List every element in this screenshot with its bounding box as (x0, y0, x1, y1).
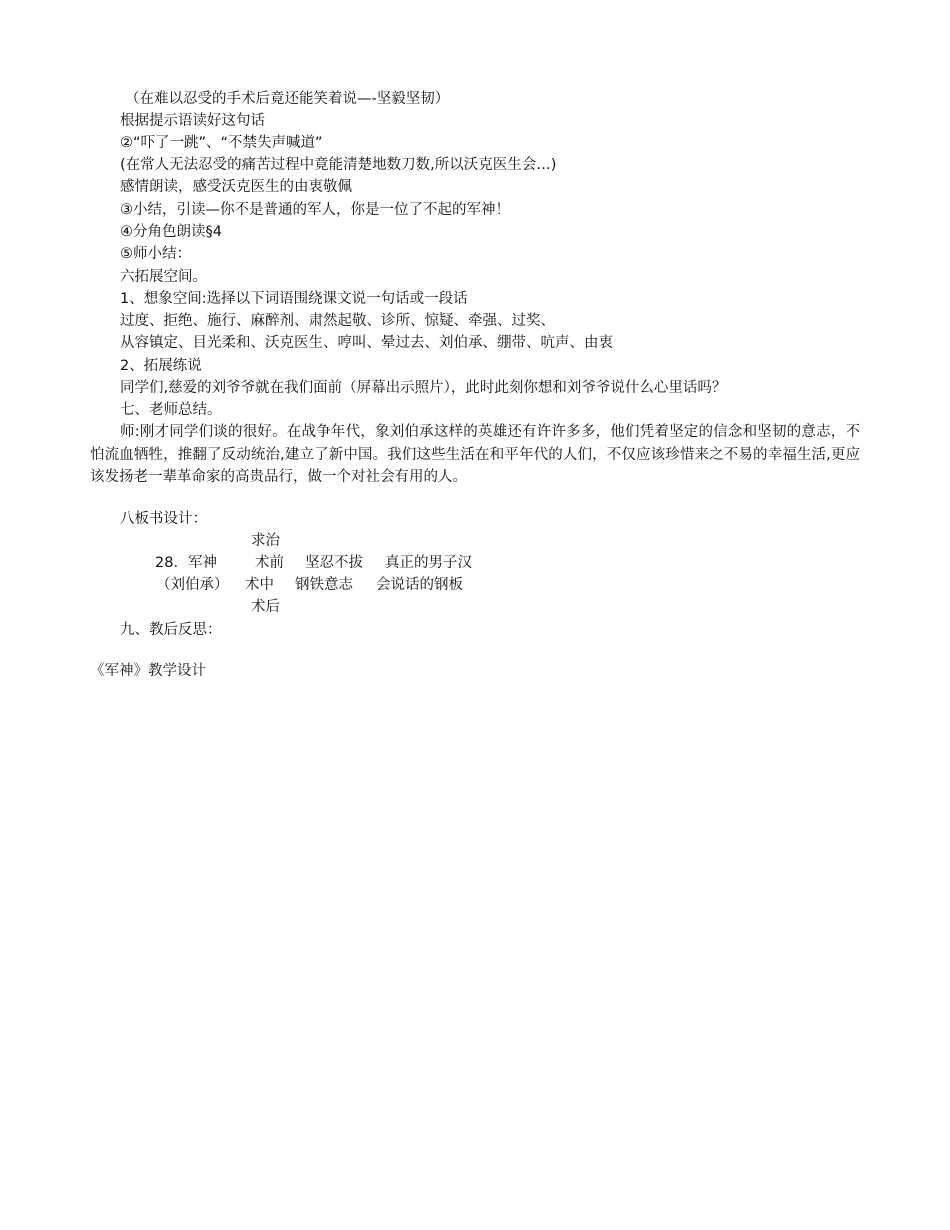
line-word-list-1: 过度、拒绝、施行、麻醉剂、肃然起敬、诊所、惊疑、牵强、过奖、 (120, 313, 555, 329)
line-key-phrases: ②“吓了一跳”、“不禁失声喊道” (120, 135, 323, 151)
line-surgery-remark: （在难以忍受的手术后竟还能笑着说—-坚毅坚韧） (125, 91, 450, 107)
line-emotional-reading: 感情朗读，感受沃克医生的由衷敬佩 (120, 179, 352, 195)
line-teacher-summary: ⑤师小结： (120, 246, 191, 262)
board-quality-1: 坚忍不拔 (305, 555, 363, 571)
line-word-list-2: 从容镇定、目光柔和、沃克医生、哼叫、晕过去、刘伯承、绷带、吭声、由衷 (120, 335, 613, 351)
board-quality-2: 钢铁意志 (295, 577, 353, 593)
section-heading-reflection: 九、教后反思： (120, 622, 222, 638)
line-summary-lead: ③小结，引读—你不是普通的军人，你是一位了不起的军神！ (120, 202, 510, 218)
line-doctor-reaction: (在常人无法忍受的痛苦过程中竟能清楚地数刀数,所以沃克医生会…) (120, 157, 557, 173)
board-verdict-1: 真正的男子汉 (385, 555, 472, 571)
board-stage-before: 求治 (251, 533, 280, 549)
document-title: 《军神》教学设计 (90, 663, 206, 679)
board-stage-mid-op: 术中 (245, 577, 274, 593)
line-speaking-practice: 2、拓展练说 (120, 358, 202, 374)
section-heading-six: 六拓展空间。 (120, 269, 207, 285)
line-read-hint: 根据提示语读好这句话 (120, 113, 265, 129)
section-heading-seven: 七、老师总结。 (120, 402, 222, 418)
board-lesson-number: 28．军神 (155, 555, 217, 571)
section-heading-board: 八板书设计： (120, 511, 207, 527)
board-stage-post-op: 术后 (251, 599, 280, 615)
board-hero-name: （刘伯承） (156, 577, 229, 593)
line-photo-prompt: 同学们,慈爱的刘爷爷就在我们面前（屏幕出示照片），此时此刻你想和刘爷爷说什么心里话吗？ (120, 380, 727, 396)
line-imagination-task: 1、想象空间:选择以下词语围绕课文说一句话或一段话 (120, 291, 468, 307)
board-stage-pre-op: 术前 (255, 555, 284, 571)
line-role-reading: ④分角色朗读§4 (120, 224, 222, 240)
board-verdict-2: 会说话的钢板 (376, 577, 463, 593)
teacher-summary-paragraph: 师:刚才同学们谈的很好。在战争年代，象刘伯承这样的英雄还有许许多多，他们凭着坚定的信念和坚韧的意志，不怕流血牺牲，推翻了反动统治,建立了新中国。我们这些生活在和平年代的人们，不仅应该珍惜来之不易的幸福生活,更应该发扬老一辈革命家的高贵品行，做一个对社会有用的人。 (90, 424, 860, 485)
